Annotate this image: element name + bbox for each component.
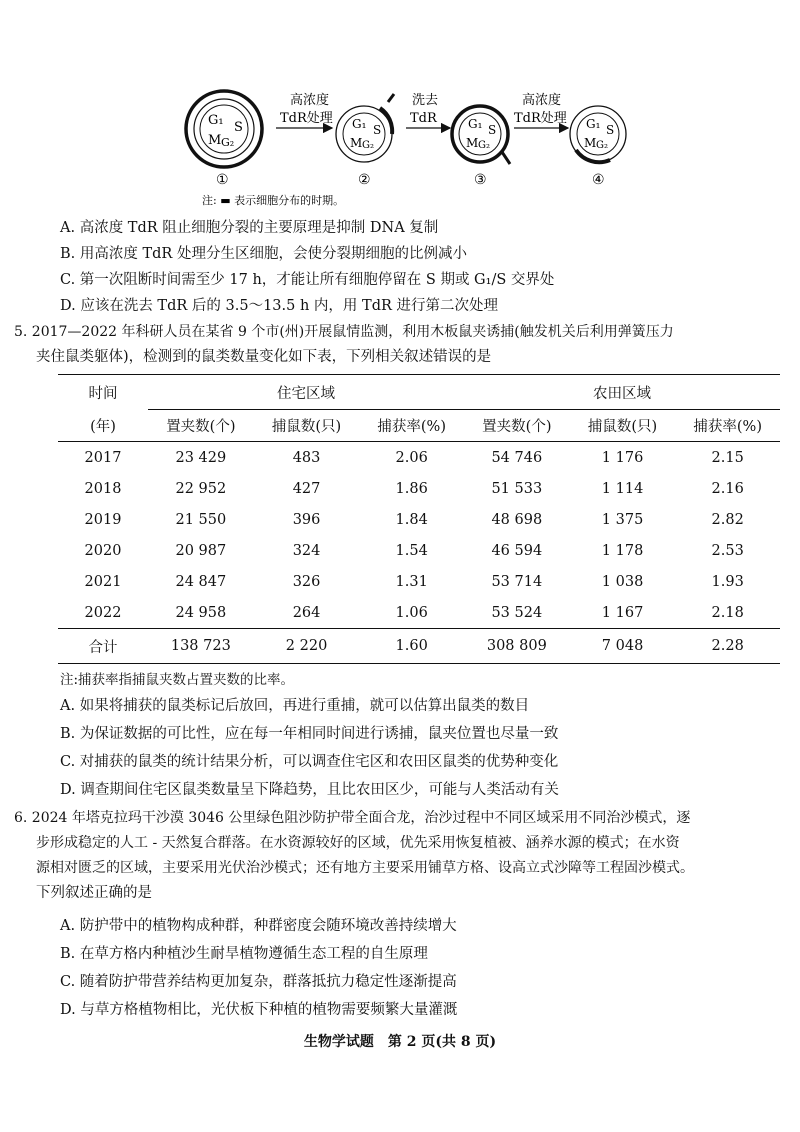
- svg-text:G₁: G₁: [352, 117, 367, 131]
- q6-stem-line3: 源相对匮乏的区域，主要采用光伏治沙模式；还有地方主要采用铺草方格、设高立式沙障等工程固沙模式。: [36, 860, 694, 876]
- table-cell: 2.15: [711, 449, 744, 466]
- table-cell: 2.53: [711, 542, 744, 559]
- svg-text:S: S: [606, 123, 615, 137]
- cell-1: [186, 91, 262, 167]
- table-cell: 1 375: [601, 511, 644, 528]
- col-header: 捕鼠数(只): [570, 410, 676, 442]
- svg-text:S: S: [488, 123, 497, 137]
- q4-option-d: D. 应该在洗去 TdR 后的 3.5～13.5 h 内，用 TdR 进行第二次处理: [60, 298, 499, 314]
- q5-stem: [14, 320, 786, 370]
- q5-option-a: A. 如果将捕获的鼠类标记后放回，再进行重捕，就可以估算出鼠类的数目: [60, 698, 530, 714]
- table-cell: 2020: [84, 542, 122, 559]
- q4-option-a: A. 高浓度 TdR 阻止细胞分裂的主要原理是抑制 DNA 复制: [60, 220, 439, 236]
- q6-stem-line1: 6. 2024 年塔克拉玛干沙漠 3046 公里绿色阻沙防护带全面合龙，治沙过程中不同区域采用不同治沙模式，逐: [14, 810, 691, 826]
- q6-stem: [14, 806, 786, 906]
- table-cell: 22 952: [175, 480, 227, 497]
- cell-num-1: ①: [216, 172, 229, 188]
- table-cell: 1 167: [601, 604, 644, 621]
- step-3-line1: 高浓度: [522, 93, 562, 108]
- table-cell: 2.18: [711, 604, 744, 621]
- svg-text:G₁: G₁: [586, 117, 601, 131]
- step-2-line1: 洗去: [412, 93, 439, 108]
- table-cell: 2.28: [675, 629, 780, 664]
- time-header: 时间: [58, 375, 148, 410]
- table-cell: 1.84: [395, 511, 428, 528]
- table-cell: 1.60: [359, 629, 464, 664]
- cell-2: [336, 94, 394, 162]
- svg-text:S: S: [373, 123, 382, 137]
- table-cell: 1.86: [395, 480, 428, 497]
- col-header: 置夹数(个): [148, 410, 254, 442]
- table-cell: 1 038: [601, 573, 644, 590]
- table-cell: 20 987: [175, 542, 227, 559]
- diagram-note: 注: ▬ 表示细胞分布的时期。: [202, 194, 345, 207]
- table-cell: 46 594: [491, 542, 543, 559]
- table-cell: 24 958: [175, 604, 227, 621]
- table-cell: 2018: [84, 480, 122, 497]
- q5-option-d: D. 调查期间住宅区鼠类数量呈下降趋势，且比农田区少，可能与人类活动有关: [60, 782, 559, 798]
- table-cell: 1.06: [395, 604, 428, 621]
- table-cell: 48 698: [491, 511, 543, 528]
- svg-text:G₂: G₂: [362, 140, 374, 151]
- table-cell: 483: [292, 449, 321, 466]
- table-cell: 1 114: [601, 480, 644, 497]
- table-cell: 264: [292, 604, 321, 621]
- step-2-line2: TdR: [410, 111, 437, 126]
- col-header: 捕获率(%): [675, 410, 780, 442]
- col-header: 捕获率(%): [359, 410, 464, 442]
- q5-stem-line1: 5. 2017—2022 年科研人员在某省 9 个市(州)开展鼠情监测，利用木板鼠夹诱捕(触发机关后利用弹簧压力: [14, 324, 674, 340]
- table-row: [58, 566, 780, 597]
- table-row: [58, 535, 780, 566]
- table-row: [58, 442, 780, 474]
- q4-option-b: B. 用高浓度 TdR 处理分生区细胞，会使分裂期细胞的比例减小: [60, 246, 467, 262]
- q6-stem-line2: 步形成稳定的人工 - 天然复合群落。在水资源较好的区域，优先采用恢复植被、涵养水源的模式；在水资: [36, 835, 680, 851]
- table-cell: 21 550: [175, 511, 227, 528]
- table-cell: 合计: [58, 629, 148, 664]
- table-cell: 1.54: [395, 542, 428, 559]
- g1-label: G₁: [208, 113, 224, 128]
- table-cell: 427: [292, 480, 321, 497]
- q5-stem-line2: 夹住鼠类躯体)，检测到的鼠类数量变化如下表，下列相关叙述错误的是: [36, 349, 492, 365]
- table-cell: 53 714: [491, 573, 543, 590]
- step-1-line2: TdR处理: [280, 111, 333, 126]
- cell-num-4: ④: [592, 172, 605, 188]
- time-unit: (年): [58, 410, 148, 442]
- cell-num-3: ③: [474, 172, 487, 188]
- table-cell: 24 847: [175, 573, 227, 590]
- q6-option-d: D. 与草方格植物相比，光伏板下种植的植物需要频繁大量灌溉: [60, 1002, 458, 1018]
- table-cell: 53 524: [491, 604, 543, 621]
- table-cell: 138 723: [148, 629, 254, 664]
- table-cell: 326: [292, 573, 321, 590]
- q5-note: 注:捕获率指捕鼠夹数占置夹数的比率。: [60, 672, 295, 688]
- table-cell: 7 048: [570, 629, 676, 664]
- group-farmland: 农田区域: [464, 375, 780, 410]
- table-cell: 1.31: [395, 573, 428, 590]
- svg-text:M: M: [466, 136, 479, 150]
- table-cell: 2017: [84, 449, 122, 466]
- table-cell: 2021: [84, 573, 122, 590]
- step-1-line1: 高浓度: [290, 93, 330, 108]
- table-cell: 23 429: [175, 449, 227, 466]
- q5-option-b: B. 为保证数据的可比性，应在每一年相同时间进行诱捕，鼠夹位置也尽量一致: [60, 726, 559, 742]
- table-row: [58, 597, 780, 629]
- rodent-table: [58, 374, 780, 664]
- q6-option-b: B. 在草方格内种植沙生耐旱植物遵循生态工程的自生原理: [60, 946, 428, 962]
- table-cell: 1 178: [601, 542, 644, 559]
- table-cell: 2.82: [711, 511, 744, 528]
- group-residential: 住宅区域: [148, 375, 464, 410]
- step-3-line2: TdR处理: [514, 111, 567, 126]
- cell-3: [452, 106, 510, 164]
- table-cell: 2 220: [254, 629, 360, 664]
- q6-stem-line4: 下列叙述正确的是: [36, 885, 152, 901]
- table-cell: 2.16: [711, 480, 744, 497]
- s-label: S: [234, 120, 243, 135]
- table-cell: 2019: [84, 511, 122, 528]
- cell-num-2: ②: [358, 172, 371, 188]
- svg-text:G₁: G₁: [468, 117, 483, 131]
- col-header: 捕鼠数(只): [254, 410, 360, 442]
- cell-cycle-diagram: [180, 84, 660, 210]
- page-footer: 生物学试题 第 2 页(共 8 页): [303, 1034, 497, 1050]
- svg-text:G₂: G₂: [596, 140, 608, 151]
- table-cell: 308 809: [464, 629, 570, 664]
- table-cell: 51 533: [491, 480, 543, 497]
- table-cell: 2.06: [395, 449, 428, 466]
- svg-text:G₂: G₂: [478, 140, 490, 151]
- cell-4: [570, 106, 626, 162]
- table-cell: 2022: [84, 604, 122, 621]
- col-header: 置夹数(个): [464, 410, 570, 442]
- q6-option-c: C. 随着防护带营养结构更加复杂，群落抵抗力稳定性逐渐提高: [60, 974, 457, 990]
- svg-text:M: M: [584, 136, 597, 150]
- table-cell: 1.93: [711, 573, 744, 590]
- table-cell: 1 176: [601, 449, 644, 466]
- table-cell: 54 746: [491, 449, 543, 466]
- table-cell: 324: [292, 542, 321, 559]
- q6-option-a: A. 防护带中的植物构成种群，种群密度会随环境改善持续增大: [60, 918, 457, 934]
- table-total-row: [58, 629, 780, 664]
- m-label: M: [208, 133, 222, 148]
- q4-option-c: C. 第一次阻断时间需至少 17 h，才能让所有细胞停留在 S 期或 G₁/S 交界处: [60, 272, 555, 288]
- table-cell: 396: [292, 511, 321, 528]
- q5-option-c: C. 对捕获的鼠类的统计结果分析，可以调查住宅区和农田区鼠类的优势种变化: [60, 754, 559, 770]
- svg-text:M: M: [350, 136, 363, 150]
- table-row: [58, 504, 780, 535]
- table-row: [58, 473, 780, 504]
- g2-label: G₂: [221, 136, 235, 149]
